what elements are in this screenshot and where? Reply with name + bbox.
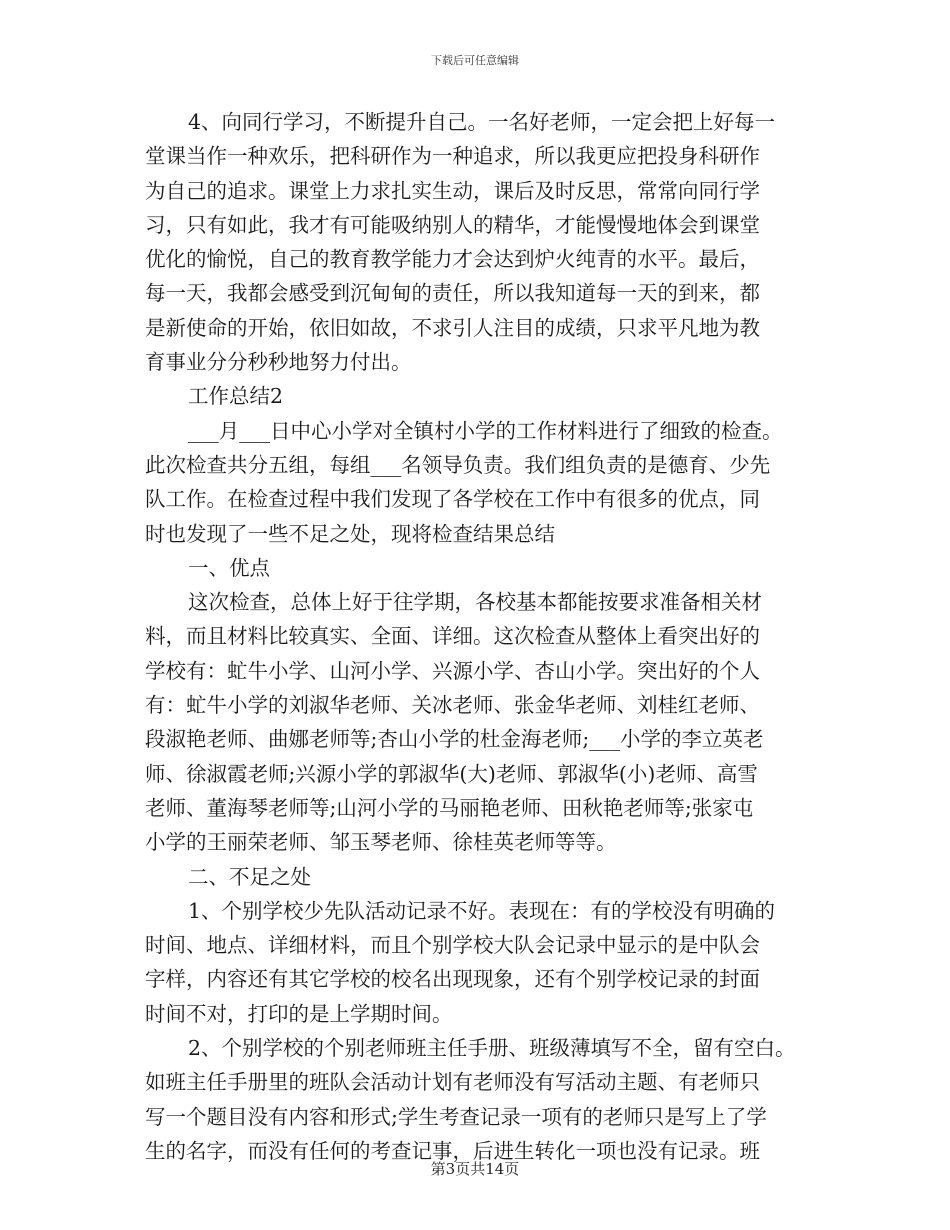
paragraph-line: 写一个题目没有内容和形式;学生考查记录一项有的老师只是写上了学 xyxy=(145,1104,767,1129)
page-header: 下载后可任意编辑 xyxy=(431,54,519,67)
paragraph-line: 生的名字，而没有任何的考查记事，后进生转化一项也没有记录。班 xyxy=(145,1138,760,1163)
paragraph-line: 1、个别学校少先队活动记录不好。表现在：有的学校没有明确的 xyxy=(188,898,776,923)
paragraph-line: 为自己的追求。课堂上力求扎实生动，课后及时反思，常常向同行学 xyxy=(145,178,760,203)
paragraph-line: 队工作。在检查过程中我们发现了各学校在工作中有很多的优点，同 xyxy=(145,487,760,512)
paragraph-line: 堂课当作一种欢乐，把科研作为一种追求，所以我更应把投身科研作 xyxy=(145,144,760,169)
paragraph-line: 有：虻牛小学的刘淑华老师、关冰老师、张金华老师、刘桂红老师、 xyxy=(145,693,760,718)
paragraph-line: 是新使命的开始，依旧如故，不求引人注目的成绩，只求平凡地为教 xyxy=(145,315,760,340)
paragraph-line: 师、徐淑霞老师;兴源小学的郭淑华(大)老师、郭淑华(小)老师、高雪 xyxy=(145,761,758,786)
paragraph-line: 如班主任手册里的班队会活动计划有老师没有写活动主题、有老师只 xyxy=(145,1070,760,1095)
paragraph-line: 料，而且材料比较真实、全面、详细。这次检查从整体上看突出好的 xyxy=(145,624,760,649)
section-heading: 二、不足之处 xyxy=(188,864,311,889)
paragraph-line: 此次检查共分五组，每组___名领导负责。我们组负责的是德育、少先 xyxy=(145,452,771,477)
paragraph-line: 每一天，我都会感受到沉甸甸的责任，所以我知道每一天的到来，都 xyxy=(145,281,760,306)
page-number: 第3页共14页 xyxy=(430,1160,520,1178)
section-heading: 一、优点 xyxy=(188,555,270,580)
paragraph-line: 学校有：虻牛小学、山河小学、兴源小学、杏山小学。突出好的个人 xyxy=(145,658,760,683)
paragraph-line: 小学的王丽荣老师、邹玉琴老师、徐桂英老师等等。 xyxy=(145,830,617,855)
document-body xyxy=(145,105,825,1168)
paragraph-line: 2、个别学校的个别老师班主任手册、班级薄填写不全，留有空白。 xyxy=(188,1036,796,1061)
paragraph-line: 字样，内容还有其它学校的校名出现现象，还有个别学校记录的封面 xyxy=(145,967,760,992)
paragraph-line: 优化的愉悦，自己的教育教学能力才会达到炉火纯青的水平。最后， xyxy=(145,247,760,272)
paragraph-line: 老师、董海琴老师等;山河小学的马丽艳老师、田秋艳老师等;张家屯 xyxy=(145,795,754,820)
paragraph-line: ___月___日中心小学对全镇村小学的工作材料进行了细致的检查。 xyxy=(188,418,783,443)
paragraph-line: 习，只有如此，我才有可能吸纳别人的精华，才能慢慢地体会到课堂 xyxy=(145,212,760,237)
paragraph-line: 这次检查，总体上好于往学期，各校基本都能按要求准备相关材 xyxy=(188,590,762,615)
paragraph-line: 时间、地点、详细材料，而且个别学校大队会记录中显示的是中队会 xyxy=(145,933,760,958)
section-heading: 工作总结2 xyxy=(188,384,284,409)
paragraph-line: 时间不对，打印的是上学期时间。 xyxy=(145,1001,453,1026)
paragraph-line: 段淑艳老师、曲娜老师等;杏山小学的杜金海老师;___小学的李立英老 xyxy=(145,727,764,752)
paragraph-line: 育事业分分秒秒地努力付出。 xyxy=(145,350,412,375)
paragraph-line: 4、向同行学习，不断提升自己。一名好老师，一定会把上好每一 xyxy=(188,110,776,134)
paragraph-line: 时也发现了一些不足之处，现将检查结果总结 xyxy=(145,521,555,546)
